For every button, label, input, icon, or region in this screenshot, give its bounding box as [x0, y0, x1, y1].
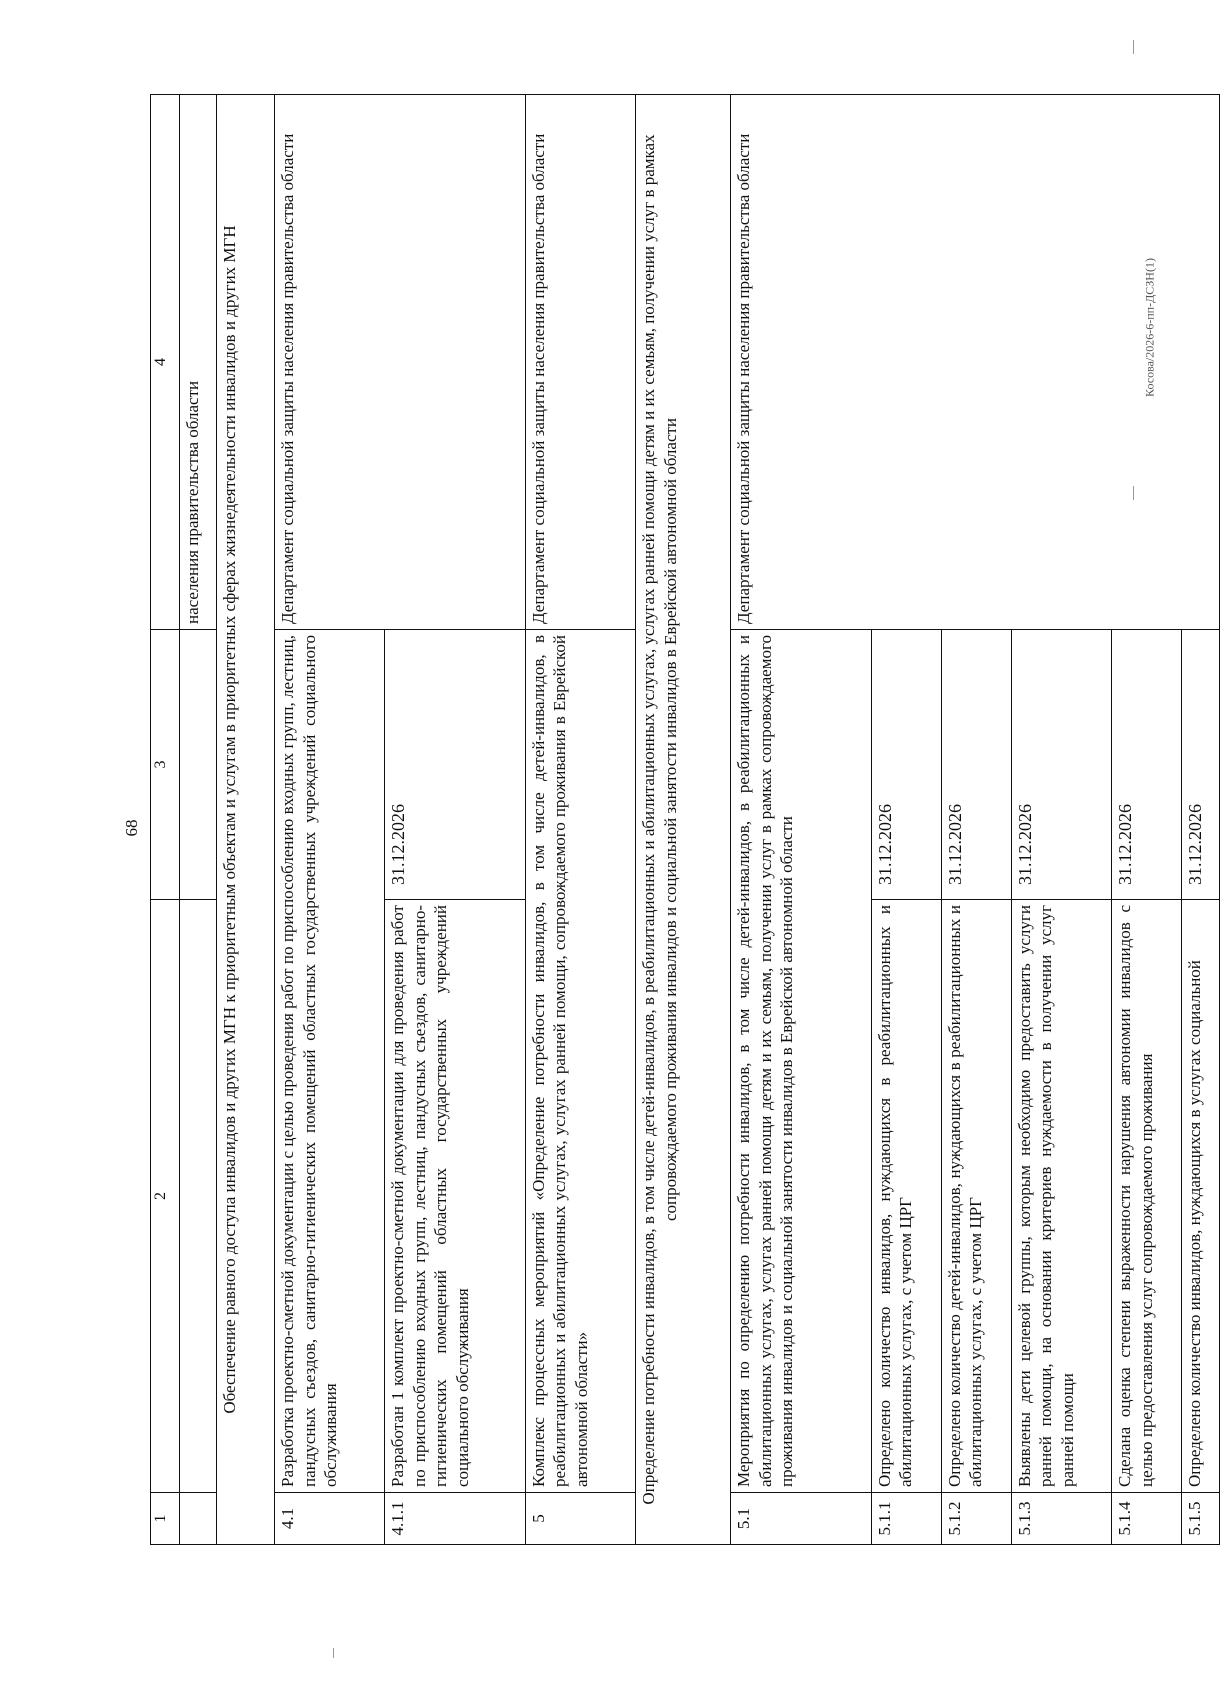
column-number: 1	[151, 1493, 180, 1545]
date-cell: 31.12.2026	[1011, 630, 1111, 900]
row-number-cell: 5	[525, 1493, 635, 1545]
date-cell: 31.12.2026	[1182, 630, 1220, 900]
description-cell: Определено количество детей-инвалидов, нуждающихся в реабилитационных и абилитационных услугах, с учетом ЦРГ	[941, 900, 1011, 1493]
responsible-cell: Департамент социальной защиты населения правительства области	[275, 95, 526, 630]
table-row	[179, 95, 217, 1545]
table-row	[275, 95, 385, 1545]
row-number-cell	[179, 1493, 217, 1545]
row-number-cell: 5.1.3	[1011, 1493, 1111, 1545]
date-cell: 31.12.2026	[385, 630, 525, 900]
rotated-table-container	[150, 95, 1220, 1545]
description-cell: Разработка проектно-сметной документации с целью проведения работ по приспособлению входных групп, лестниц, пандусных съездов, санитарно-гигиенических помещений областных государственных учреждений социального обслуживания	[275, 630, 385, 1493]
row-number-cell: 5.1.5	[1182, 1493, 1220, 1545]
responsible-cell: Департамент социальной защиты населения правительства области	[731, 95, 1220, 630]
description-cell: Определено количество инвалидов, нуждающихся в реабилитационных и абилитационных услугах, с учетом ЦРГ	[871, 900, 941, 1493]
section-heading-row	[635, 95, 730, 1545]
row-number-cell: 5.1.2	[941, 1493, 1011, 1545]
description-cell: Мероприятия по определению потребности инвалидов, в том числе детей-инвалидов, в реабилитационных и абилитационных услугах, услугах ранней помощи детям и их семьям, получении услуг в рамках сопровождаемого проживания инвалидов и социальной занятости инвалидов в Еврейской автономной области	[731, 630, 871, 1493]
column-number: 2	[151, 900, 180, 1493]
section-heading-row	[217, 95, 275, 1545]
description-cell: Определено количество инвалидов, нуждающихся в услугах социальной	[1182, 900, 1220, 1493]
events-table	[150, 94, 1220, 1545]
column-number: 4	[151, 95, 180, 630]
scan-mark-left	[333, 1648, 334, 1658]
date-cell: 31.12.2026	[871, 630, 941, 900]
row-number-cell: 5.1	[731, 1493, 871, 1545]
row-number-cell: 4.1	[275, 1493, 385, 1545]
date-cell	[179, 630, 217, 900]
section-heading: Определение потребности инвалидов, в том числе детей-инвалидов, в реабилитационных и абилитационных услугах, услугах ранней помощи детям и их семьям, получении услуг в рамках сопровождаемого проживания инвалидов и социальной занятости инвалидов в Еврейской автономной области	[635, 95, 730, 1545]
responsible-cell: населения правительства области	[179, 95, 217, 630]
page-number: 68	[122, 819, 141, 837]
row-number-cell: 4.1.1	[385, 1493, 525, 1545]
scan-mark-top	[1133, 40, 1134, 54]
section-heading: Обеспечение равного доступа инвалидов и других МГН к приоритетным объектам и услугам в приоритетных сферах жизнедеятельности инвалидов и других МГН	[217, 95, 275, 1545]
date-cell: 31.12.2026	[1112, 630, 1182, 900]
row-number-cell: 5.1.4	[1112, 1493, 1182, 1545]
column-number: 3	[151, 630, 180, 900]
table-row	[525, 95, 635, 1545]
description-cell: Комплекс процессных мероприятий «Определение потребности инвалидов, в том числе детей-инвалидов, в реабилитационных и абилитационных услугах, услугах ранней помощи, сопровождаемого проживания в Еврейской автономной области»	[525, 630, 635, 1493]
date-cell: 31.12.2026	[941, 630, 1011, 900]
responsible-cell: Департамент социальной защиты населения правительства области	[525, 95, 635, 630]
table-row	[731, 95, 871, 1545]
description-cell: Сделана оценка степени выраженности нарушения автономии инвалидов с целью предоставления услуг сопровождаемого проживания	[1112, 900, 1182, 1493]
description-cell: Разработан 1 комплект проектно-сметной документации для проведения работ по приспособлению входных групп, лестниц, пандусных съездов, санитарно-гигиенических помещений областных государственных учреждений социального обслуживания	[385, 900, 525, 1493]
footer-code-text: Косова/2026-6-пп-ДСЗН(1)	[1142, 258, 1157, 397]
description-cell: Выявлены дети целевой группы, которым необходимо предоставить услуги ранней помощи, на основании критериев нуждаемости в получении услуг ранней помощи	[1011, 900, 1111, 1493]
description-cell	[179, 900, 217, 1493]
column-numbers-row	[151, 95, 180, 1545]
row-number-cell: 5.1.1	[871, 1493, 941, 1545]
